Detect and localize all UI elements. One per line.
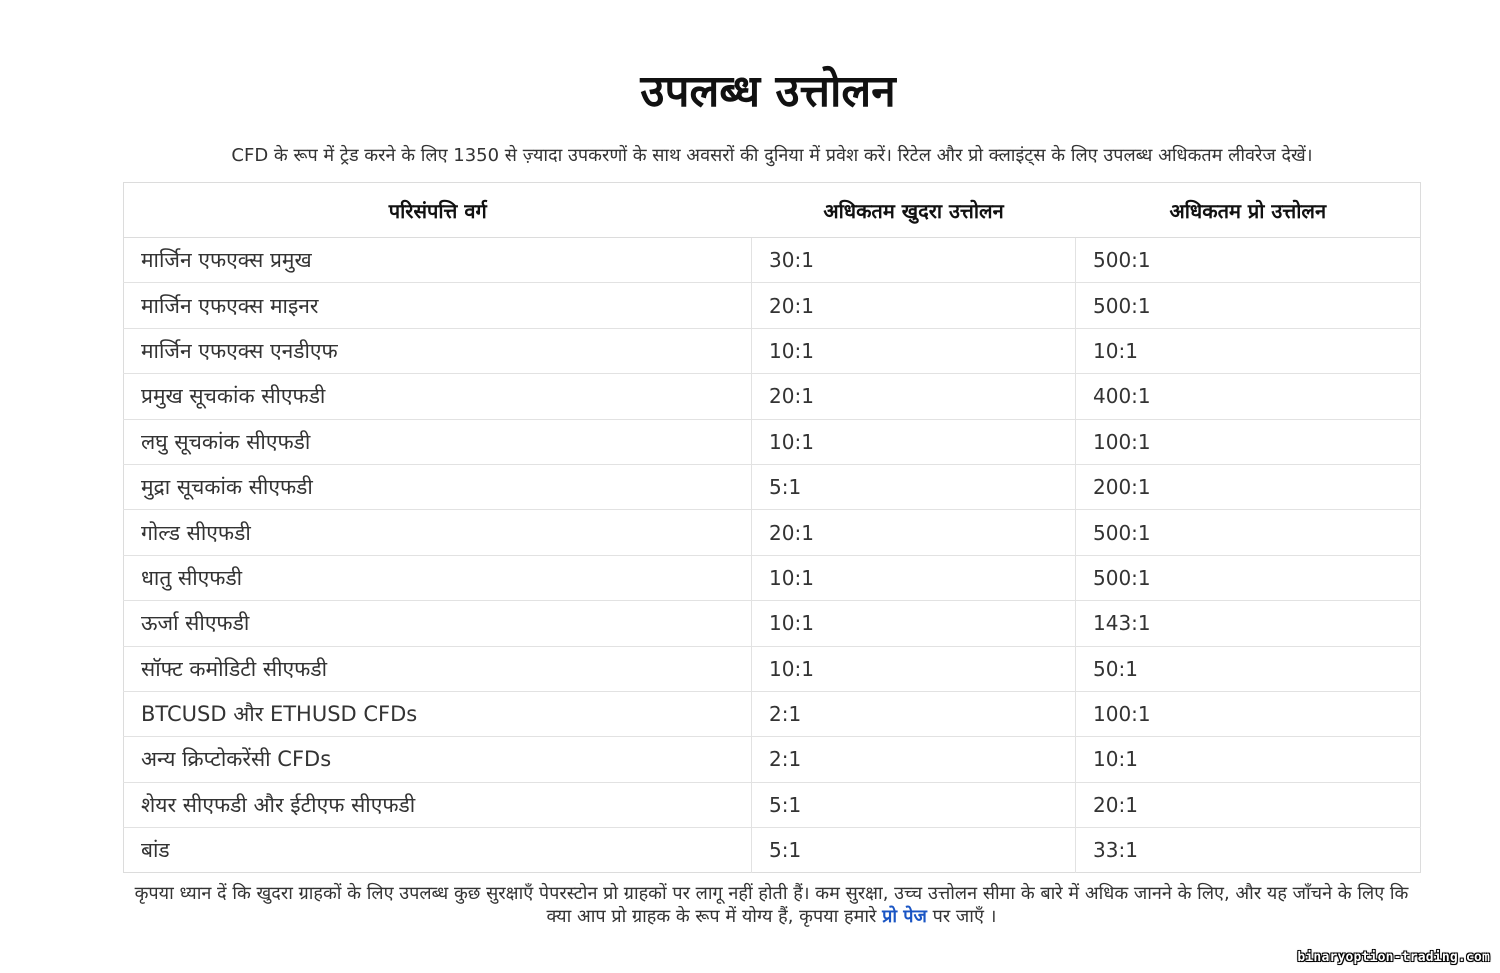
table-row xyxy=(124,328,1421,373)
table-row xyxy=(124,510,1421,555)
asset-class-cell: बांड xyxy=(124,828,752,873)
pro-leverage-cell: 200:1 xyxy=(1076,464,1421,509)
retail-leverage-cell: 5:1 xyxy=(752,782,1076,827)
leverage-table xyxy=(123,182,1421,873)
footnote xyxy=(123,882,1420,928)
asset-class-cell: शेयर सीएफडी और ईटीएफ सीएफडी xyxy=(124,782,752,827)
retail-leverage-cell: 20:1 xyxy=(752,283,1076,328)
pro-page-link[interactable]: प्रो पेज xyxy=(882,906,927,927)
asset-class-cell: ऊर्जा सीएफडी xyxy=(124,601,752,646)
retail-leverage-cell: 5:1 xyxy=(752,464,1076,509)
pro-leverage-cell: 10:1 xyxy=(1076,328,1421,373)
pro-leverage-cell: 100:1 xyxy=(1076,419,1421,464)
pro-leverage-cell: 500:1 xyxy=(1076,283,1421,328)
table-row xyxy=(124,646,1421,691)
table-body xyxy=(124,238,1421,873)
table-row xyxy=(124,691,1421,736)
pro-leverage-cell: 10:1 xyxy=(1076,737,1421,782)
pro-leverage-cell: 20:1 xyxy=(1076,782,1421,827)
asset-class-cell: सॉफ्ट कमोडिटी सीएफडी xyxy=(124,646,752,691)
table-row xyxy=(124,464,1421,509)
pro-leverage-cell: 100:1 xyxy=(1076,691,1421,736)
asset-class-cell: धातु सीएफडी xyxy=(124,555,752,600)
header-max-pro-leverage: अधिकतम प्रो उत्तोलन xyxy=(1076,183,1421,238)
retail-leverage-cell: 5:1 xyxy=(752,828,1076,873)
watermark: binaryoption-trading.com xyxy=(1297,950,1490,965)
footnote-text-end: पर जाएँ । xyxy=(926,906,997,927)
table-row xyxy=(124,283,1421,328)
table-row xyxy=(124,601,1421,646)
pro-leverage-cell: 400:1 xyxy=(1076,374,1421,419)
intro-text: CFD के रूप में ट्रेड करने के लिए 1350 से ज़्यादा उपकरणों के साथ अवसरों की दुनिया में प्रवेश करें। रिटेल और प्रो क्लाइंट्स के लिए उपलब्ध अधिकतम लीवरेज देखें। xyxy=(231,145,1313,166)
pro-leverage-cell: 143:1 xyxy=(1076,601,1421,646)
page-title: उपलब्ध उत्तोलन xyxy=(640,66,896,117)
table-row xyxy=(124,238,1421,283)
asset-class-cell: गोल्ड सीएफडी xyxy=(124,510,752,555)
retail-leverage-cell: 10:1 xyxy=(752,555,1076,600)
pro-leverage-cell: 50:1 xyxy=(1076,646,1421,691)
table-row xyxy=(124,828,1421,873)
table-header xyxy=(124,183,1421,238)
retail-leverage-cell: 30:1 xyxy=(752,238,1076,283)
table-row xyxy=(124,555,1421,600)
retail-leverage-cell: 20:1 xyxy=(752,510,1076,555)
table-header-row xyxy=(124,183,1421,238)
asset-class-cell: मार्जिन एफएक्स माइनर xyxy=(124,283,752,328)
footnote-text: कृपया ध्यान दें कि खुदरा ग्राहकों के लिए उपलब्ध कुछ सुरक्षाएँ पेपरस्टोन प्रो ग्राहकों पर लागू नहीं होती हैं। कम सुरक्षा, उच्च उत्तोलन सीमा के बारे में अधिक जानने के लिए, और यह जाँचने के लिए कि क्या आप प्रो ग्राहक के रूप में योग्य हैं, कृपया हमारे xyxy=(134,883,1409,927)
asset-class-cell: अन्य क्रिप्टोकरेंसी CFDs xyxy=(124,737,752,782)
asset-class-cell: मार्जिन एफएक्स प्रमुख xyxy=(124,238,752,283)
header-max-retail-leverage: अधिकतम खुदरा उत्तोलन xyxy=(752,183,1076,238)
asset-class-cell: लघु सूचकांक सीएफडी xyxy=(124,419,752,464)
asset-class-cell: प्रमुख सूचकांक सीएफडी xyxy=(124,374,752,419)
retail-leverage-cell: 10:1 xyxy=(752,419,1076,464)
table-row xyxy=(124,782,1421,827)
retail-leverage-cell: 2:1 xyxy=(752,737,1076,782)
table-row xyxy=(124,737,1421,782)
asset-class-cell: मुद्रा सूचकांक सीएफडी xyxy=(124,464,752,509)
pro-leverage-cell: 500:1 xyxy=(1076,238,1421,283)
table-row xyxy=(124,374,1421,419)
retail-leverage-cell: 10:1 xyxy=(752,646,1076,691)
asset-class-cell: मार्जिन एफएक्स एनडीएफ xyxy=(124,328,752,373)
table-row xyxy=(124,419,1421,464)
pro-leverage-cell: 500:1 xyxy=(1076,555,1421,600)
retail-leverage-cell: 10:1 xyxy=(752,328,1076,373)
retail-leverage-cell: 10:1 xyxy=(752,601,1076,646)
asset-class-cell: BTCUSD और ETHUSD CFDs xyxy=(124,691,752,736)
pro-leverage-cell: 33:1 xyxy=(1076,828,1421,873)
header-asset-class: परिसंपत्ति वर्ग xyxy=(124,183,752,238)
retail-leverage-cell: 2:1 xyxy=(752,691,1076,736)
leverage-table-container xyxy=(123,182,1420,873)
retail-leverage-cell: 20:1 xyxy=(752,374,1076,419)
pro-leverage-cell: 500:1 xyxy=(1076,510,1421,555)
